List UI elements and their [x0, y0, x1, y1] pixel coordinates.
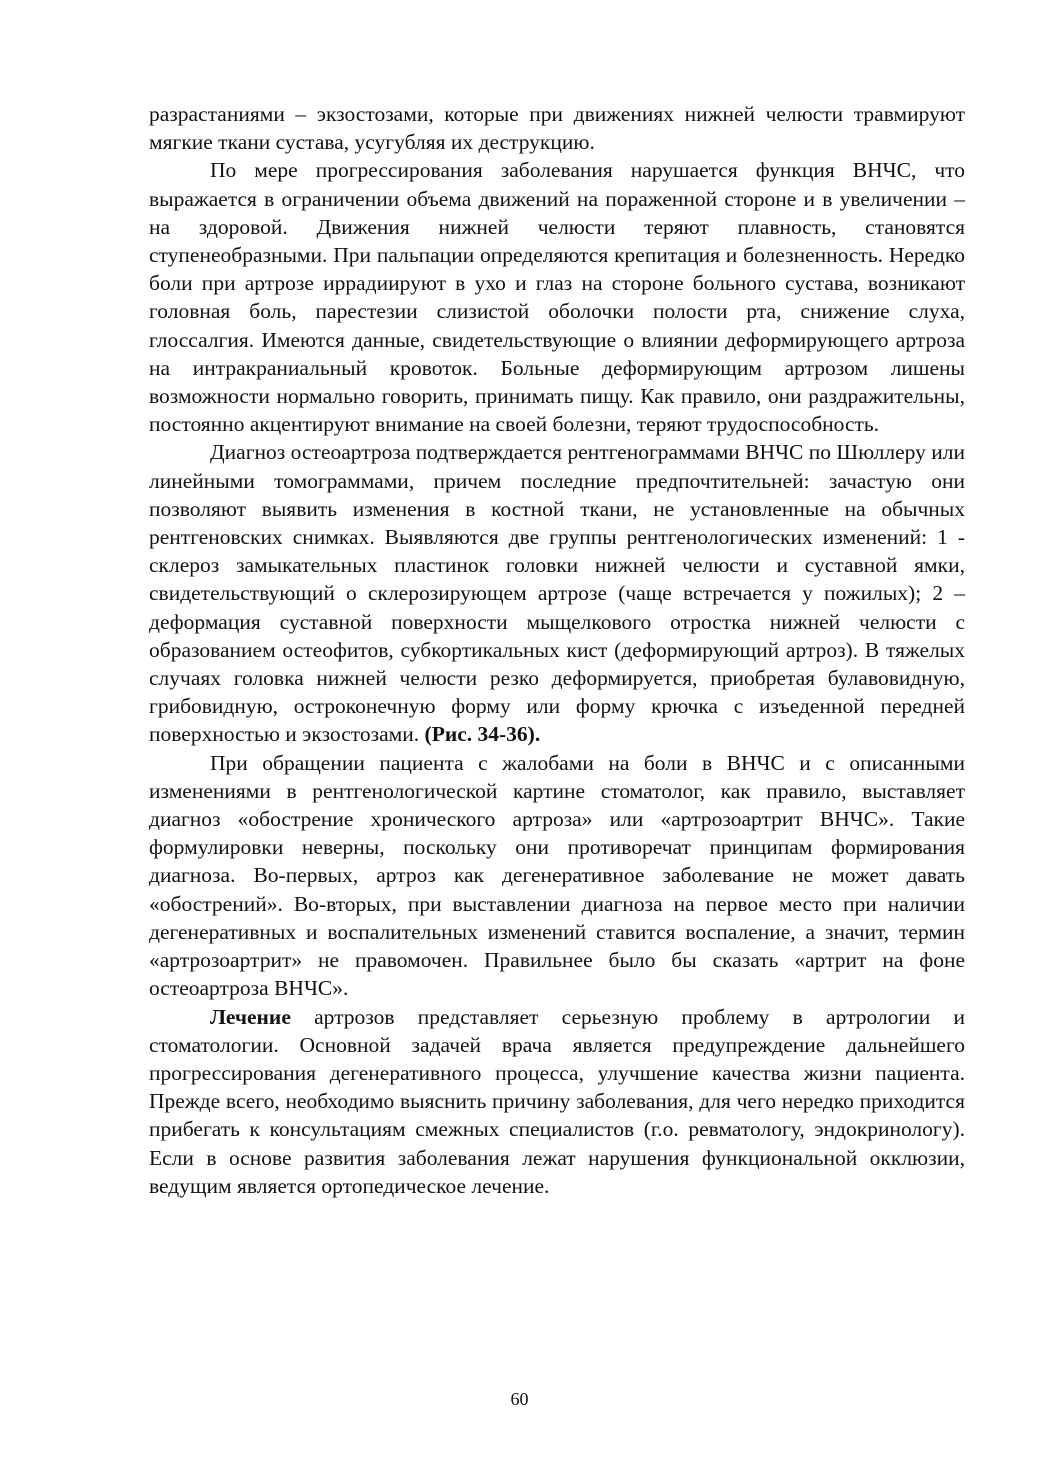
paragraph-4-text: При обращении пациента с жалобами на боли в ВНЧС и с описанными изменениями в рентгенологической картине стоматолог, как правило, выставляет диагноз «обострение хронического артроза» или «артрозоартрит ВНЧС». Такие формулировки неверны, поскольку они противоречат принципам формирования диагноза. Во-первых, артроз как дегенеративное заболевание не может давать «обострений». Во-вторых, при выставлении диагноза на первое место при наличии дегенеративных и воспалительных изменений ставится воспаление, а значит, термин «артрозоартрит» не правомочен. Правильнее было бы сказать «артрит на фоне остеоартроза ВНЧС».: [149, 750, 965, 1001]
figure-reference: (Рис. 34-36).: [424, 722, 541, 747]
document-page: [149, 100, 965, 1200]
paragraph-2: [149, 156, 965, 438]
paragraph-3-text: Диагноз остеоартроза подтверждается рентгенограммами ВНЧС по Шюллеру или линейными томограммами, причем последние предпочтительней: зачастую они позволяют выявить изменения в костной ткани, не установленные на обычных рентгеновских снимках. Выявляются две группы рентгенологических изменений: 1 - склероз замыкательных пластинок головки нижней челюсти и суставной ямки, свидетельствующий о склерозирующем артрозе (чаще встречается у пожилых); 2 – деформация суставной поверхности мыщелкового отростка нижней челюсти с образованием остеофитов, субкортикальных кист (деформирующий артроз). В тяжелых случаях головка нижней челюсти резко деформируется, приобретая булавовидную, грибовидную, остроконечную форму или форму крючка с изъеденной передней поверхностью и экзостозами.: [149, 440, 965, 747]
treatment-heading: Лечение: [210, 1004, 291, 1029]
paragraph-3: [149, 438, 965, 748]
paragraph-1-text: разрастаниями – экзостозами, которые при движениях нижней челюсти травмируют мягкие ткани сустава, усугубляя их деструкцию.: [149, 102, 965, 155]
paragraph-1: [149, 100, 965, 156]
paragraph-5: [149, 1003, 965, 1200]
page-number: 60: [510, 1389, 529, 1409]
paragraph-4: [149, 749, 965, 1003]
paragraph-5-text: артрозов представляет серьезную проблему в артрологии и стоматологии. Основной задачей врача является предупреждение дальнейшего прогрессирования дегенеративного процесса, улучшение качества жизни пациента. Прежде всего, необходимо выяснить причину заболевания, для чего нередко приходится прибегать к консультациям смежных специалистов (г.о. ревматологу, эндокринологу). Если в основе развития заболевания лежат нарушения функциональной окклюзии, ведущим является ортопедическое лечение.: [149, 1004, 965, 1198]
paragraph-2-text: По мере прогрессирования заболевания нарушается функция ВНЧС, что выражается в ограничении объема движений на пораженной стороне и в увеличении – на здоровой. Движения нижней челюсти теряют плавность, становятся ступенеобразными. При пальпации определяются крепитация и болезненность. Нередко боли при артрозе иррадиируют в ухо и глаз на стороне больного сустава, возникают головная боль, парестезии слизистой оболочки полости рта, снижение слуха, глоссалгия. Имеются данные, свидетельствующие о влиянии деформирующего артроза на интракраниальный кровоток. Больные деформирующим артрозом лишены возможности нормально говорить, принимать пищу. Как правило, они раздражительны, постоянно акцентируют внимание на своей болезни, теряют трудоспособность.: [149, 158, 965, 437]
